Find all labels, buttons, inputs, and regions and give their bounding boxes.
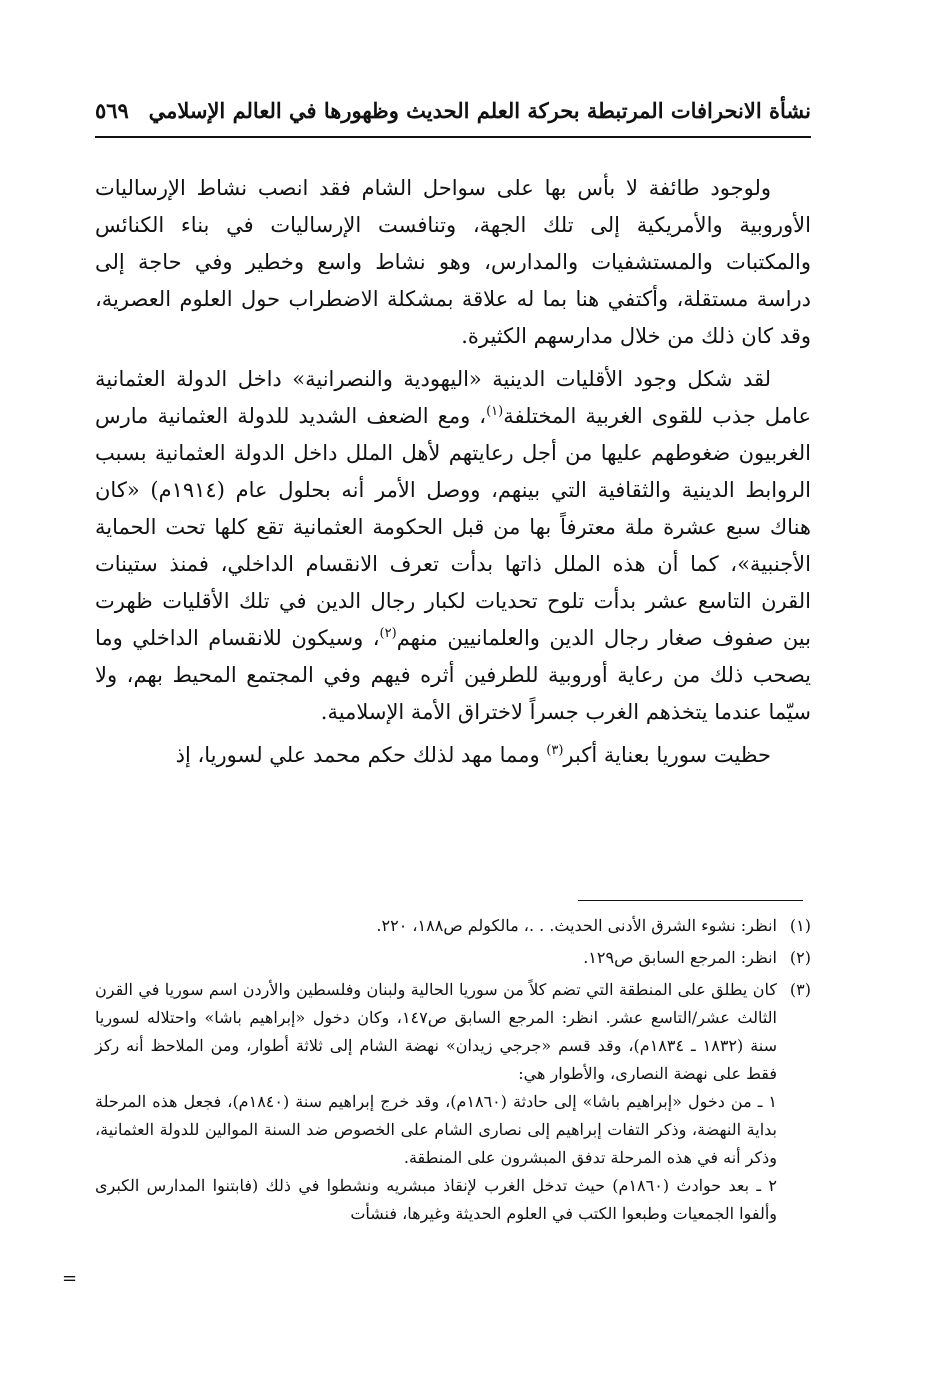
footnote-text: انظر: المرجع السابق ص١٢٩. xyxy=(583,948,777,967)
footnote-number: (٣) xyxy=(789,980,811,999)
paragraph: ولوجود طائفة لا بأس بها على سواحل الشام فقد انصب نشاط الإرساليات الأوروبية والأمريكية إلى تلك الجهة، وتنافست الإرساليات في بناء الكنائس والمكتبات والمستشفيات والمدارس، وهو نشاط واسع وخطير وفي حاجة إلى دراسة مستقلة، وأكتفي هنا بما له علاقة بمشكلة الاضطراب حول العلوم العصرية، وقد كان ذلك من خلال مدارسهم الكثيرة. xyxy=(95,176,811,348)
paragraph xyxy=(95,737,811,774)
footnote-divider xyxy=(578,900,803,901)
main-text xyxy=(95,170,811,780)
footnote-reference: (٢) xyxy=(379,626,397,641)
paragraph xyxy=(95,361,811,731)
footnote-reference: (١) xyxy=(486,404,504,419)
page-number: ٥٦٩ xyxy=(95,98,129,123)
continuation-mark: = xyxy=(62,1268,78,1289)
footnote xyxy=(95,912,811,940)
header-title: نشأة الانحرافات المرتبطة بحركة العلم الحديث وظهورها في العالم الإسلامي xyxy=(148,98,811,123)
running-header xyxy=(95,92,811,138)
footnote-text: انظر: نشوء الشرق الأدنى الحديث. . .، مالكولم ص١٨٨، ٢٢٠. xyxy=(376,916,777,935)
footnote-number: (٢) xyxy=(789,948,811,967)
paragraph-text: لقد شكل وجود الأقليات الدينية «اليهودية والنصرانية» داخل الدولة العثمانية عامل جذب للقوى الغربية المختلفة xyxy=(95,367,812,428)
footnote-text: كان يطلق على المنطقة التي تضم كلاً من سوريا الحالية ولبنان وفلسطين والأردن اسم سوريا في القرن الثالث عشر/التاسع عشر. انظر: المرجع السابق ص١٤٧، وكان دخول «إبراهيم باشا» واحتلاله لسوريا سنة (١٨٣٢ ـ ١٨٣٤م)، وقد قسم «جرجي زيدان» نهضة الشام إلى ثلاثة أطوار، ومن الملاحظ أنه ركز فقط على نهضة النصارى، والأطوار هي: xyxy=(95,980,778,1083)
footnote-subitem: ٢ ـ بعد حوادث (١٨٦٠م) حيث تدخل الغرب لإنقاذ مبشريه ونشطوا في ذلك (فابتنوا المدارس الكبرى وألفوا الجمعيات وطبعوا الكتب في العلوم الحديثة وغيرها، فنشأت xyxy=(95,1176,777,1223)
footnote-reference: (٣) xyxy=(546,743,564,758)
footnotes xyxy=(95,912,811,1232)
footnote xyxy=(95,976,811,1228)
paragraph-text: ، وسيكون للانقسام الداخلي وما يصحب ذلك من رعاية أوروبية للطرفين أثره فيهم وفي المجتمع المحيط بهم، ولا سيّما عندما يتخذهم الغرب جسراً لاختراق الأمة الإسلامية. xyxy=(95,626,811,724)
footnote xyxy=(95,944,811,972)
footnote-body xyxy=(95,976,777,1228)
paragraph-text: ، ومع الضعف الشديد للدولة العثمانية مارس الغربيون ضغوطهم عليها من أجل رعايتهم لأهل الملل داخل الدولة العثمانية بسبب الروابط الدينية والثقافية التي بينهم، ووصل الأمر أنه بحلول عام (١٩١٤م) «كان هناك سبع عشرة ملة معترفاً بها من قبل الحكومة العثمانية تقع كلها تحت الحماية الأجنبية»، كما أن هذه الملل ذاتها بدأت تعرف الانقسام الداخلي، فمنذ ستينات القرن التاسع عشر بدأت تلوح تحديات لكبار رجال الدين في تلك الأقليات ظهرت بين صفوف صغار رجال الدين والعلمانيين منهم xyxy=(95,404,811,650)
paragraph-text: ومما مهد لذلك حكم محمد علي لسوريا، إذ xyxy=(175,743,547,767)
paragraph-text: حظيت سوريا بعناية أكبر xyxy=(563,743,771,767)
footnote-number: (١) xyxy=(789,916,811,935)
footnote-subitem: ١ ـ من دخول «إبراهيم باشا» إلى حادثة (١٨٦٠م)، وقد خرج إبراهيم سنة (١٨٤٠م)، فجعل هذه المرحلة بداية النهضة، وذكر التفات إبراهيم إلى نصارى الشام على الخصوص ضد السنة الموالين للدولة العثمانية، وذكر أنه في هذه المرحلة تدفق المبشرون على المنطقة. xyxy=(95,1092,778,1167)
